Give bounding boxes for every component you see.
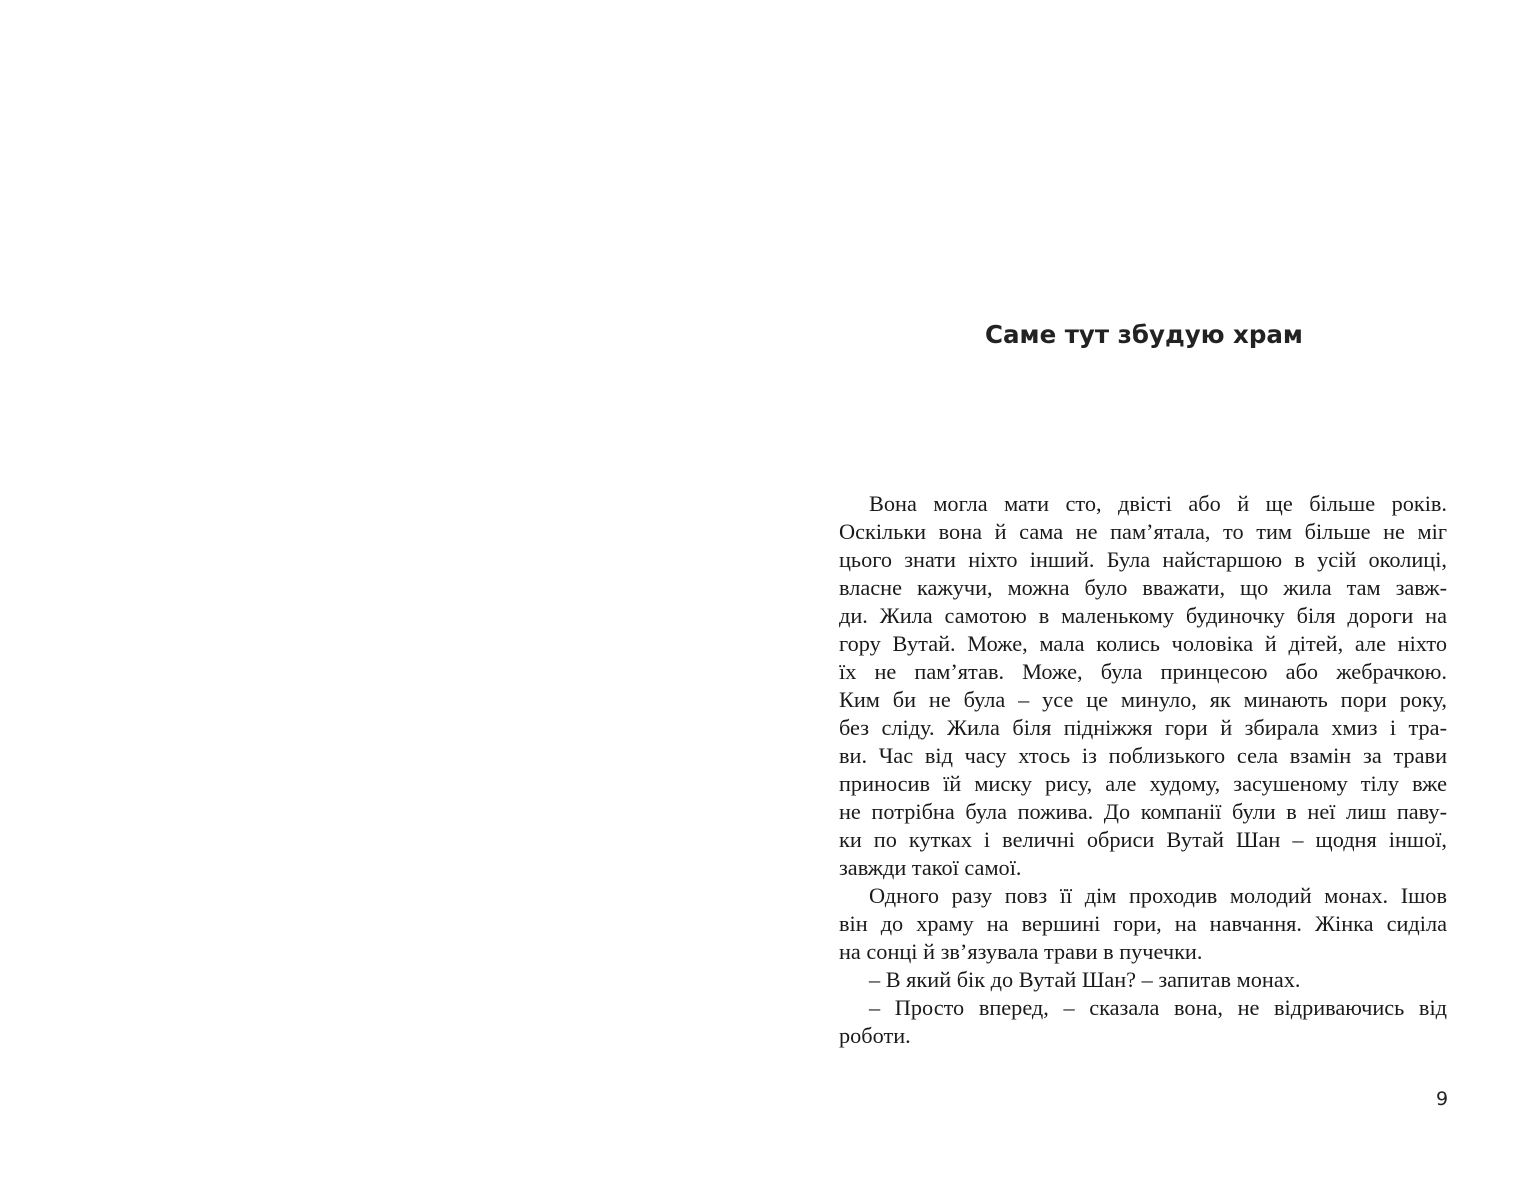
text-line: ви. Час від часу хтось із поблизького села взамін за трави	[839, 743, 1447, 768]
text-line: він до храму на вершині гори, на навчання. Жінка сиділа	[839, 911, 1447, 936]
text-line: на сонці й зв’язувала трави в пучечки.	[839, 939, 1203, 964]
page-number: 9	[1436, 1088, 1449, 1110]
text-line: цього знати ніхто інший. Була найстаршою в усій околиці,	[839, 547, 1447, 572]
text-line: приносив їй миску рису, але худому, засушеному тілу вже	[839, 771, 1447, 796]
text-line: – Просто вперед, – сказала вона, не відриваючись від	[869, 995, 1447, 1020]
text-line: їх не пам’ятав. Може, була принцесою або жебрачкою.	[839, 659, 1447, 684]
text-line: Ким би не була – усе це минуло, як минають пори року,	[839, 687, 1447, 712]
text-line: ки по кутках і величні обриси Вутай Шан – щодня іншої,	[839, 827, 1447, 852]
text-line: завжди такої самої.	[839, 855, 1022, 880]
right-page	[768, 0, 1536, 1182]
body-text	[839, 490, 1447, 1050]
text-line: гору Вутай. Може, мала колись чоловіка й дітей, але ніхто	[839, 631, 1447, 656]
text-line: Вона могла мати сто, двісті або й ще більше років.	[869, 491, 1447, 516]
text-line: – В який бік до Вутай Шан? – запитав монах.	[869, 967, 1301, 992]
text-line: Оскільки вона й сама не пам’ятала, то тим більше не міг	[839, 519, 1447, 544]
text-line: ди. Жила самотою в маленькому будиночку біля дороги на	[839, 603, 1447, 628]
text-line: роботи.	[839, 1023, 911, 1048]
text-line: Одного разу повз її дім проходив молодий монах. Ішов	[869, 883, 1447, 908]
text-line: власне кажучи, можна було вважати, що жила там завж-	[839, 575, 1447, 600]
text-line: без сліду. Жила біля підніжжя гори й збирала хмиз і тра-	[839, 715, 1447, 740]
chapter-title: Саме тут збудую храм	[985, 320, 1303, 349]
text-line: не потрібна була пожива. До компанії були в неї лиш паву-	[839, 799, 1447, 824]
